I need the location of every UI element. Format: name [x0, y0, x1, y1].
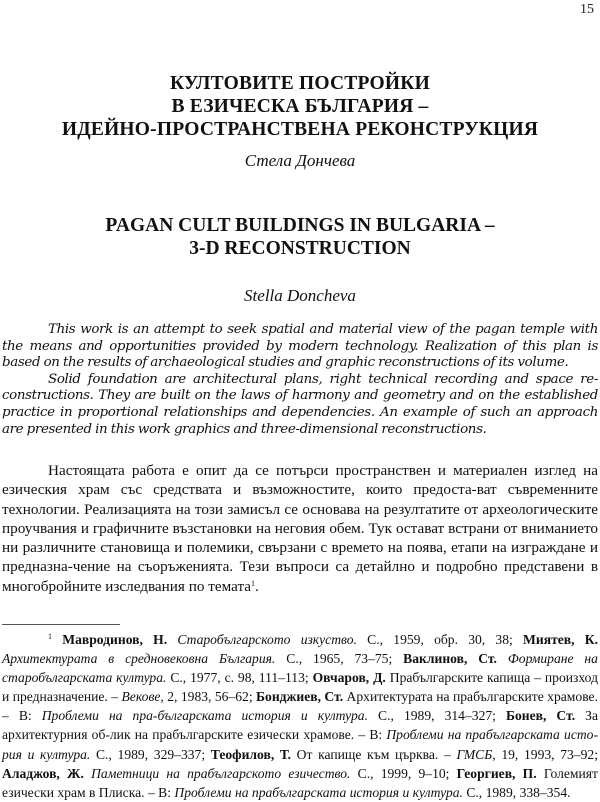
footnote-segment: Проблеми на прабългарската история и култура. [174, 784, 463, 800]
body-text [2, 461, 598, 596]
footnote-marker: 1 [48, 632, 52, 641]
title-en-line-2: 3-D RECONSTRUCTION [189, 238, 411, 259]
footnote-segment: Формиране на старобългарската култура. [2, 651, 598, 686]
footnote-segment: Теофилов, Т. [210, 746, 297, 762]
footnote-segment: Архитектурата в средновековна България. [2, 651, 276, 667]
footnote-segment: Проблеми на прабългарската исто-рия и култура. [2, 727, 598, 762]
footnote-1 [2, 630, 598, 802]
footnote-segment: ГМСБ [456, 746, 493, 762]
footnote-segment: Паметници на прабългарското езичество. [91, 765, 351, 781]
footnote-segment: Векове [121, 689, 161, 705]
footnote-divider [2, 624, 120, 625]
footnote-segment: С., 1989, 329–337; [90, 746, 211, 762]
footnote-reference[interactable]: 1 [251, 578, 256, 588]
footnote-segment: , 19, 1993, 73–92; [492, 746, 599, 762]
footnote-segment: С., 1989, 314–327; [368, 708, 506, 724]
body-paragraph [2, 461, 598, 596]
author-bulgarian: Стела Дончева [244, 151, 356, 170]
footnote-segment: Големият езически храм в Плиска. – В: [2, 765, 598, 800]
author-english: Stella Doncheva [244, 286, 356, 305]
footnote-segment: С., 1999, 9–10; [350, 765, 457, 781]
footnote-segment: Георгиев, П. [456, 765, 544, 781]
footnote-segment: От капище към църква. – [296, 746, 457, 762]
title-english [0, 214, 600, 260]
footnote-segment: Старобългарското изкуство. [177, 632, 357, 647]
footnote-segment: Бонджиев, Ст. [256, 689, 347, 705]
title-bg-line-2: В ЕЗИЧЕСКА БЪЛГАРИЯ – [171, 96, 429, 117]
footnote-segment: Прабългарските капища – произход и предназначение. – [2, 670, 599, 705]
footnote-segment: Бонев, Ст. [506, 708, 586, 724]
footnotes [2, 630, 598, 802]
footnote-segment: С., 1989, 338–354. [462, 784, 571, 800]
body-paragraph-text: Настоящата работа е опит да се потърси пространствен и материален изглед на езическия храм със средствата и възможностите, които предоста-ват съвременните технологии. Реализацията на този замисъл се основава на резултатите от археологическите проучвания и графичните възстановки на неговия обем. Тук остават встрани от вниманието ни различните становища и полемики, свързани с времето на поява, етапи на изграждане и предназна-чение на съоръженията. Тези въпроси са детайлно и подробно представени в многобройните изследвания по темата [2, 462, 598, 595]
abstract [2, 322, 598, 438]
footnote-segment: Аладжов, Ж. [2, 765, 92, 781]
footnote-segment: Миятев, К. [523, 632, 598, 647]
footnote-segment: Овчаров, Д. [312, 670, 390, 686]
footnote-segment: Проблеми на пра-българската история и култура. [41, 708, 369, 724]
footnote-segment: Архитектурата на прабългарските храмове. – В: [2, 689, 598, 724]
title-bg-line-3: ИДЕЙНО-ПРОСТРАНСТВЕНА РЕКОНСТРУКЦИЯ [61, 119, 539, 140]
title-bg-line-1: КУЛТОВИТЕ ПОСТРОЙКИ [170, 73, 430, 94]
footnote-segment: С., 1959, обр. 30, 38; [356, 632, 524, 647]
title-en-line-1: PAGAN CULT BUILDINGS IN BULGARIA – [105, 215, 495, 236]
footnote-segment: С., 1965, 73–75; [275, 651, 404, 667]
footnote-segment: Ваклинов, Ст. [403, 651, 508, 667]
title-bulgarian [0, 72, 600, 141]
page-number: 15 [580, 2, 594, 17]
footnote-segment: С., 1977, с. 98, 111–113; [166, 670, 313, 686]
body-period: . [255, 577, 259, 595]
abstract-paragraph-1: This work is an attempt to seek spatial and material view of the pagan temple with the means and opportunities provided by modern technology. Realization of this plan is based on the results of archaeological studies and graphic reconstructions of its volume. [2, 322, 598, 371]
footnote-segment: , 2, 1983, 56–62; [160, 689, 257, 705]
footnote-segment: За архитектурния об-лик на прабългарските езически храмове. – В: [2, 708, 599, 743]
footnote-segment: Мавродинов, Н. [62, 632, 178, 647]
abstract-paragraph-2: Solid foundation are architectural plans, right technical recording and space re-constructions. They are built on the laws of harmony and geometry and on the established practice in proportional relationships and dependencies. An example of such an approach are presented in this work graphics and three-dimensional reconstructions. [2, 371, 598, 437]
